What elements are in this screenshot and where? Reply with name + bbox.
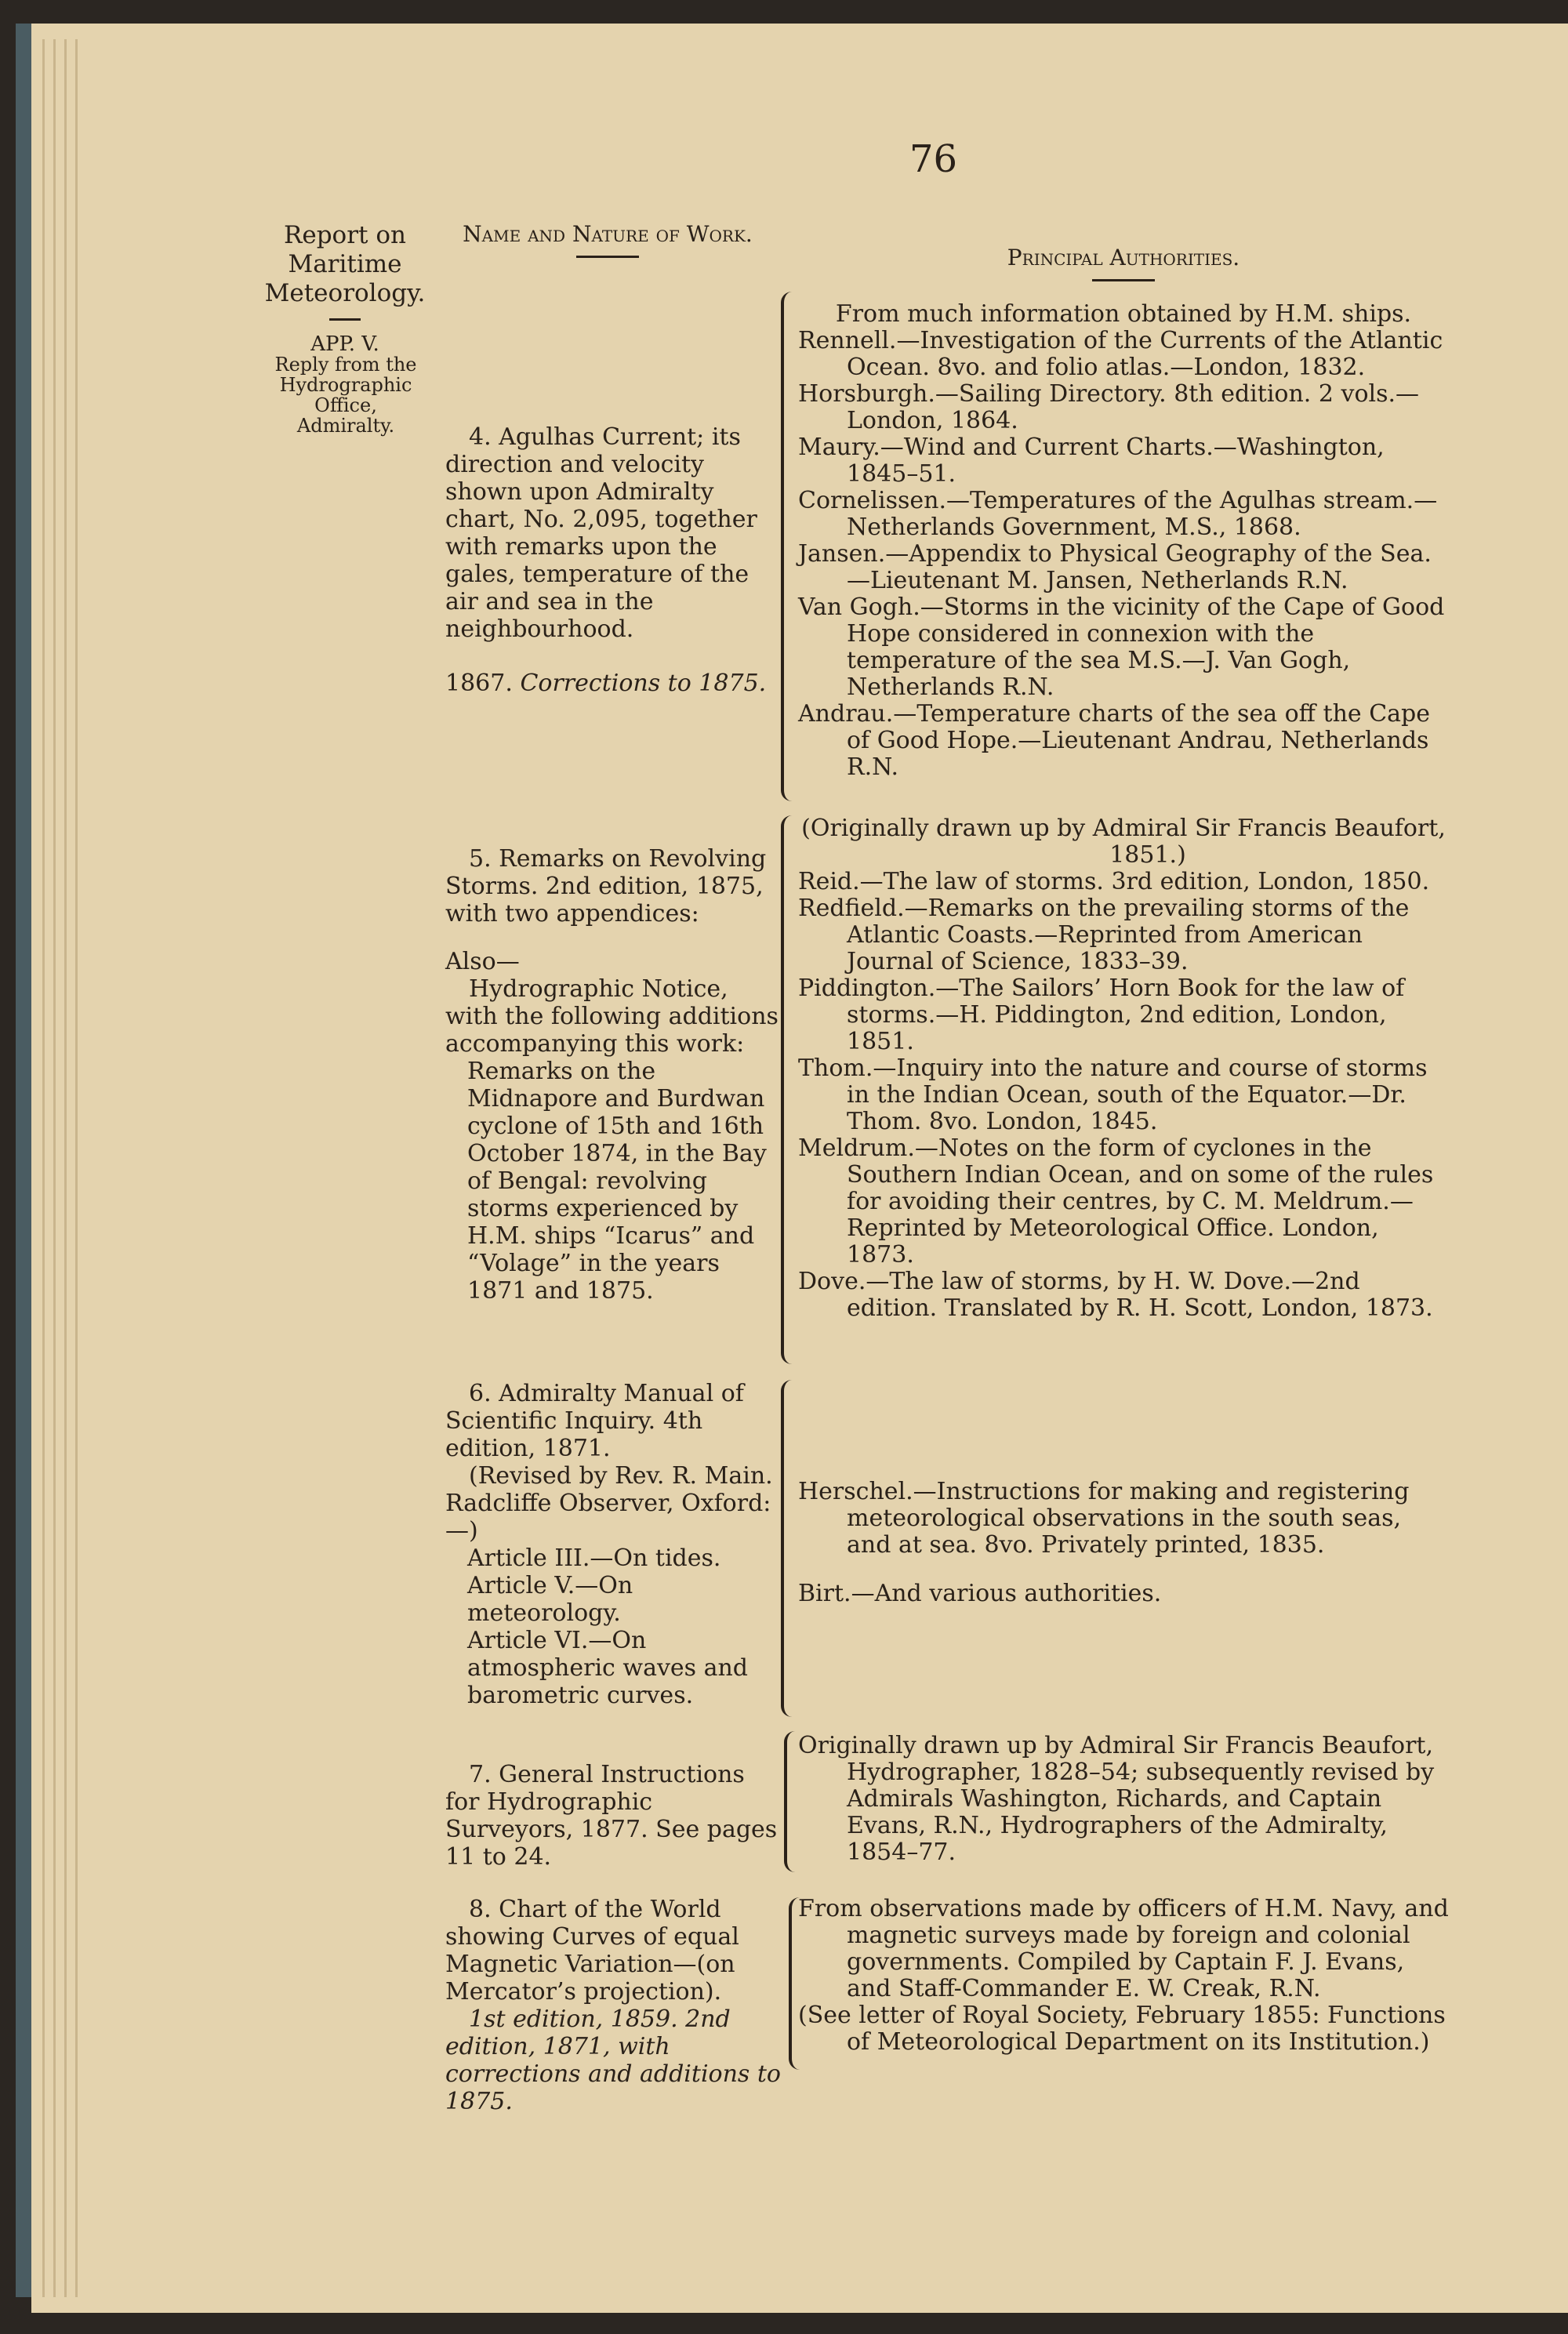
work-item-7 [445,1761,782,1871]
header-work-label: Name and Nature of Work. [463,221,753,247]
work-notice: Hydrographic Notice, with the following additions accompanying this work: [445,975,779,1058]
authority-entry: Birt.—And various authorities. [798,1580,1162,1607]
margin-note-appendix: APP. V. [310,332,379,356]
work-item-5 [445,845,782,1305]
work-description: 8. Chart of the World showing Curves of equal Magnetic Variation—(on Mercator’s projection). [445,1896,739,2005]
work-also: Also— [445,948,520,975]
page-number: 76 [909,137,958,181]
authority-entry: From observations made by officers of H.M. Navy, and magnetic surveys made by foreign and colonial governments. Compiled by Captain F. J. Evans, and Staff-Commander E. W. Creak, R.N. [798,1895,1449,2002]
page-edge [75,39,78,2297]
work-description: 6. Admiralty Manual of Scientific Inquiry. 4th edition, 1871. [445,1380,744,1462]
authorities-item-7 [798,1733,1449,1866]
authority-entry: Piddington.—The Sailors’ Horn Book for the law of storms.—H. Piddington, 2nd edition, London, 1851. [798,975,1405,1055]
work-description: 4. Agulhas Current; its direction and velocity shown upon Admiralty chart, No. 2,095, together with remarks upon the gales, temperature of the air and sea in the neighbourhood. [445,423,757,643]
authority-entry: Andrau.—Temperature charts of the sea off the Cape of Good Hope.—Lieutenant Andrau, Netherlands R.N. [798,700,1431,781]
page-edge [64,39,67,2297]
authority-entry: Maury.—Wind and Current Charts.—Washington, 1845–51. [798,434,1385,488]
work-item-6 [445,1380,782,1709]
work-item-4 [445,423,782,697]
work-editions: 1st edition, 1859. 2nd edition, 1871, with corrections and additions to 1875. [445,2005,781,2115]
work-remarks: Remarks on the Midnapore and Burdwan cyclone of 15th and 16th October 1874, in the Bay of Bengal: revolving storms experienced by H.M. ships “Icarus” and “Volage” in the years 1871 and 1875. [467,1058,767,1305]
work-item-8 [445,1896,782,2115]
authority-entry: Meldrum.—Notes on the form of cyclones in the Southern Indian Ocean, and on some of the rules for avoiding their centres, by C. M. Meldrum.—Reprinted by Meteorological Office. London, 1873. [798,1134,1434,1269]
authority-entry: Jansen.—Appendix to Physical Geography of the Sea.—Lieutenant M. Jansen, Netherlands R.N. [798,540,1432,594]
authority-entry: From much information obtained by H.M. ships. [835,300,1412,328]
brace [781,1380,792,1717]
work-article: Article VI.—On atmospheric waves and barometric curves. [467,1627,749,1709]
authority-entry: (See letter of Royal Society, February 1855: Functions of Meteorological Department on its Institution.) [798,2002,1446,2056]
authority-entry: Thom.—Inquiry into the nature and course of storms in the Indian Ocean, south of the Equator.—Dr. Thom. 8vo. London, 1845. [798,1054,1428,1135]
margin-note-reply: Reply from the Hydrographic Office, Admiralty. [274,354,417,437]
brace [784,1731,795,1872]
header-rule [576,256,639,258]
authority-entry: Originally drawn up by Admiral Sir Francis Beaufort, Hydrographer, 1828–54; subsequently revised by Admirals Washington, Richards, and Captain Evans, R.N., Hydrographers of the Admiralty, 1854–77. [798,1732,1435,1866]
brace [781,292,792,801]
authority-entry: Van Gogh.—Storms in the vicinity of the Cape of Good Hope considered in connexion with the temperature of the sea M.S.—J. Van Gogh, Netherlands R.N. [798,593,1445,701]
margin-note-title: Report on Maritime Meteorology. [264,221,426,307]
authority-entry: (Originally drawn up by Admiral Sir Francis Beaufort, 1851.) [801,815,1446,869]
work-description: 5. Remarks on Revolving Storms. 2nd edition, 1875, with two appendices: [445,845,767,927]
authority-entry: Herschel.—Instructions for making and registering meteorological observations in the south seas, and at sea. 8vo. Privately printed, 1835. [798,1478,1410,1559]
header-work [439,221,776,258]
authority-entry: Cornelissen.—Temperatures of the Agulhas stream.—Netherlands Government, M.S., 1868. [798,487,1438,541]
authorities-item-6 [798,1479,1449,1607]
authority-entry: Redfield.—Remarks on the prevailing storms of the Atlantic Coasts.—Reprinted from American Journal of Science, 1833–39. [798,895,1410,975]
work-corrections [445,670,782,697]
authority-entry: Dove.—The law of storms, by H. W. Dove.—2nd edition. Translated by R. H. Scott, London, 1873. [798,1268,1433,1322]
authorities-item-5 [798,815,1449,1322]
book-binding [16,24,31,2297]
authority-entry: Horsburgh.—Sailing Directory. 8th edition. 2 vols.—London, 1864. [798,380,1420,434]
header-authorities [798,245,1449,281]
page-edge [42,39,45,2297]
work-description: 7. General Instructions for Hydrographic Surveyors, 1877. See pages 11 to 24. [445,1761,778,1871]
work-article: Article III.—On tides. [467,1545,721,1572]
work-article: Article V.—On meteorology. [467,1572,633,1627]
header-rule [1092,279,1155,281]
work-revised: (Revised by Rev. R. Main. Radcliffe Observer, Oxford:—) [445,1462,773,1545]
authority-entry: Reid.—The law of storms. 3rd edition, London, 1850. [798,868,1430,895]
authorities-item-4 [798,301,1449,781]
work-corrections-text: Corrections to 1875. [520,670,767,697]
work-year: 1867. [445,670,513,697]
page-edge [53,39,56,2297]
brace [781,815,792,1364]
authority-entry: Rennell.—Investigation of the Currents of the Atlantic Ocean. 8vo. and folio atlas.—London, 1832. [798,327,1443,381]
header-authorities-label: Principal Authorities. [1007,245,1240,270]
authorities-item-8 [798,1896,1449,2056]
margin-dash [329,318,361,321]
